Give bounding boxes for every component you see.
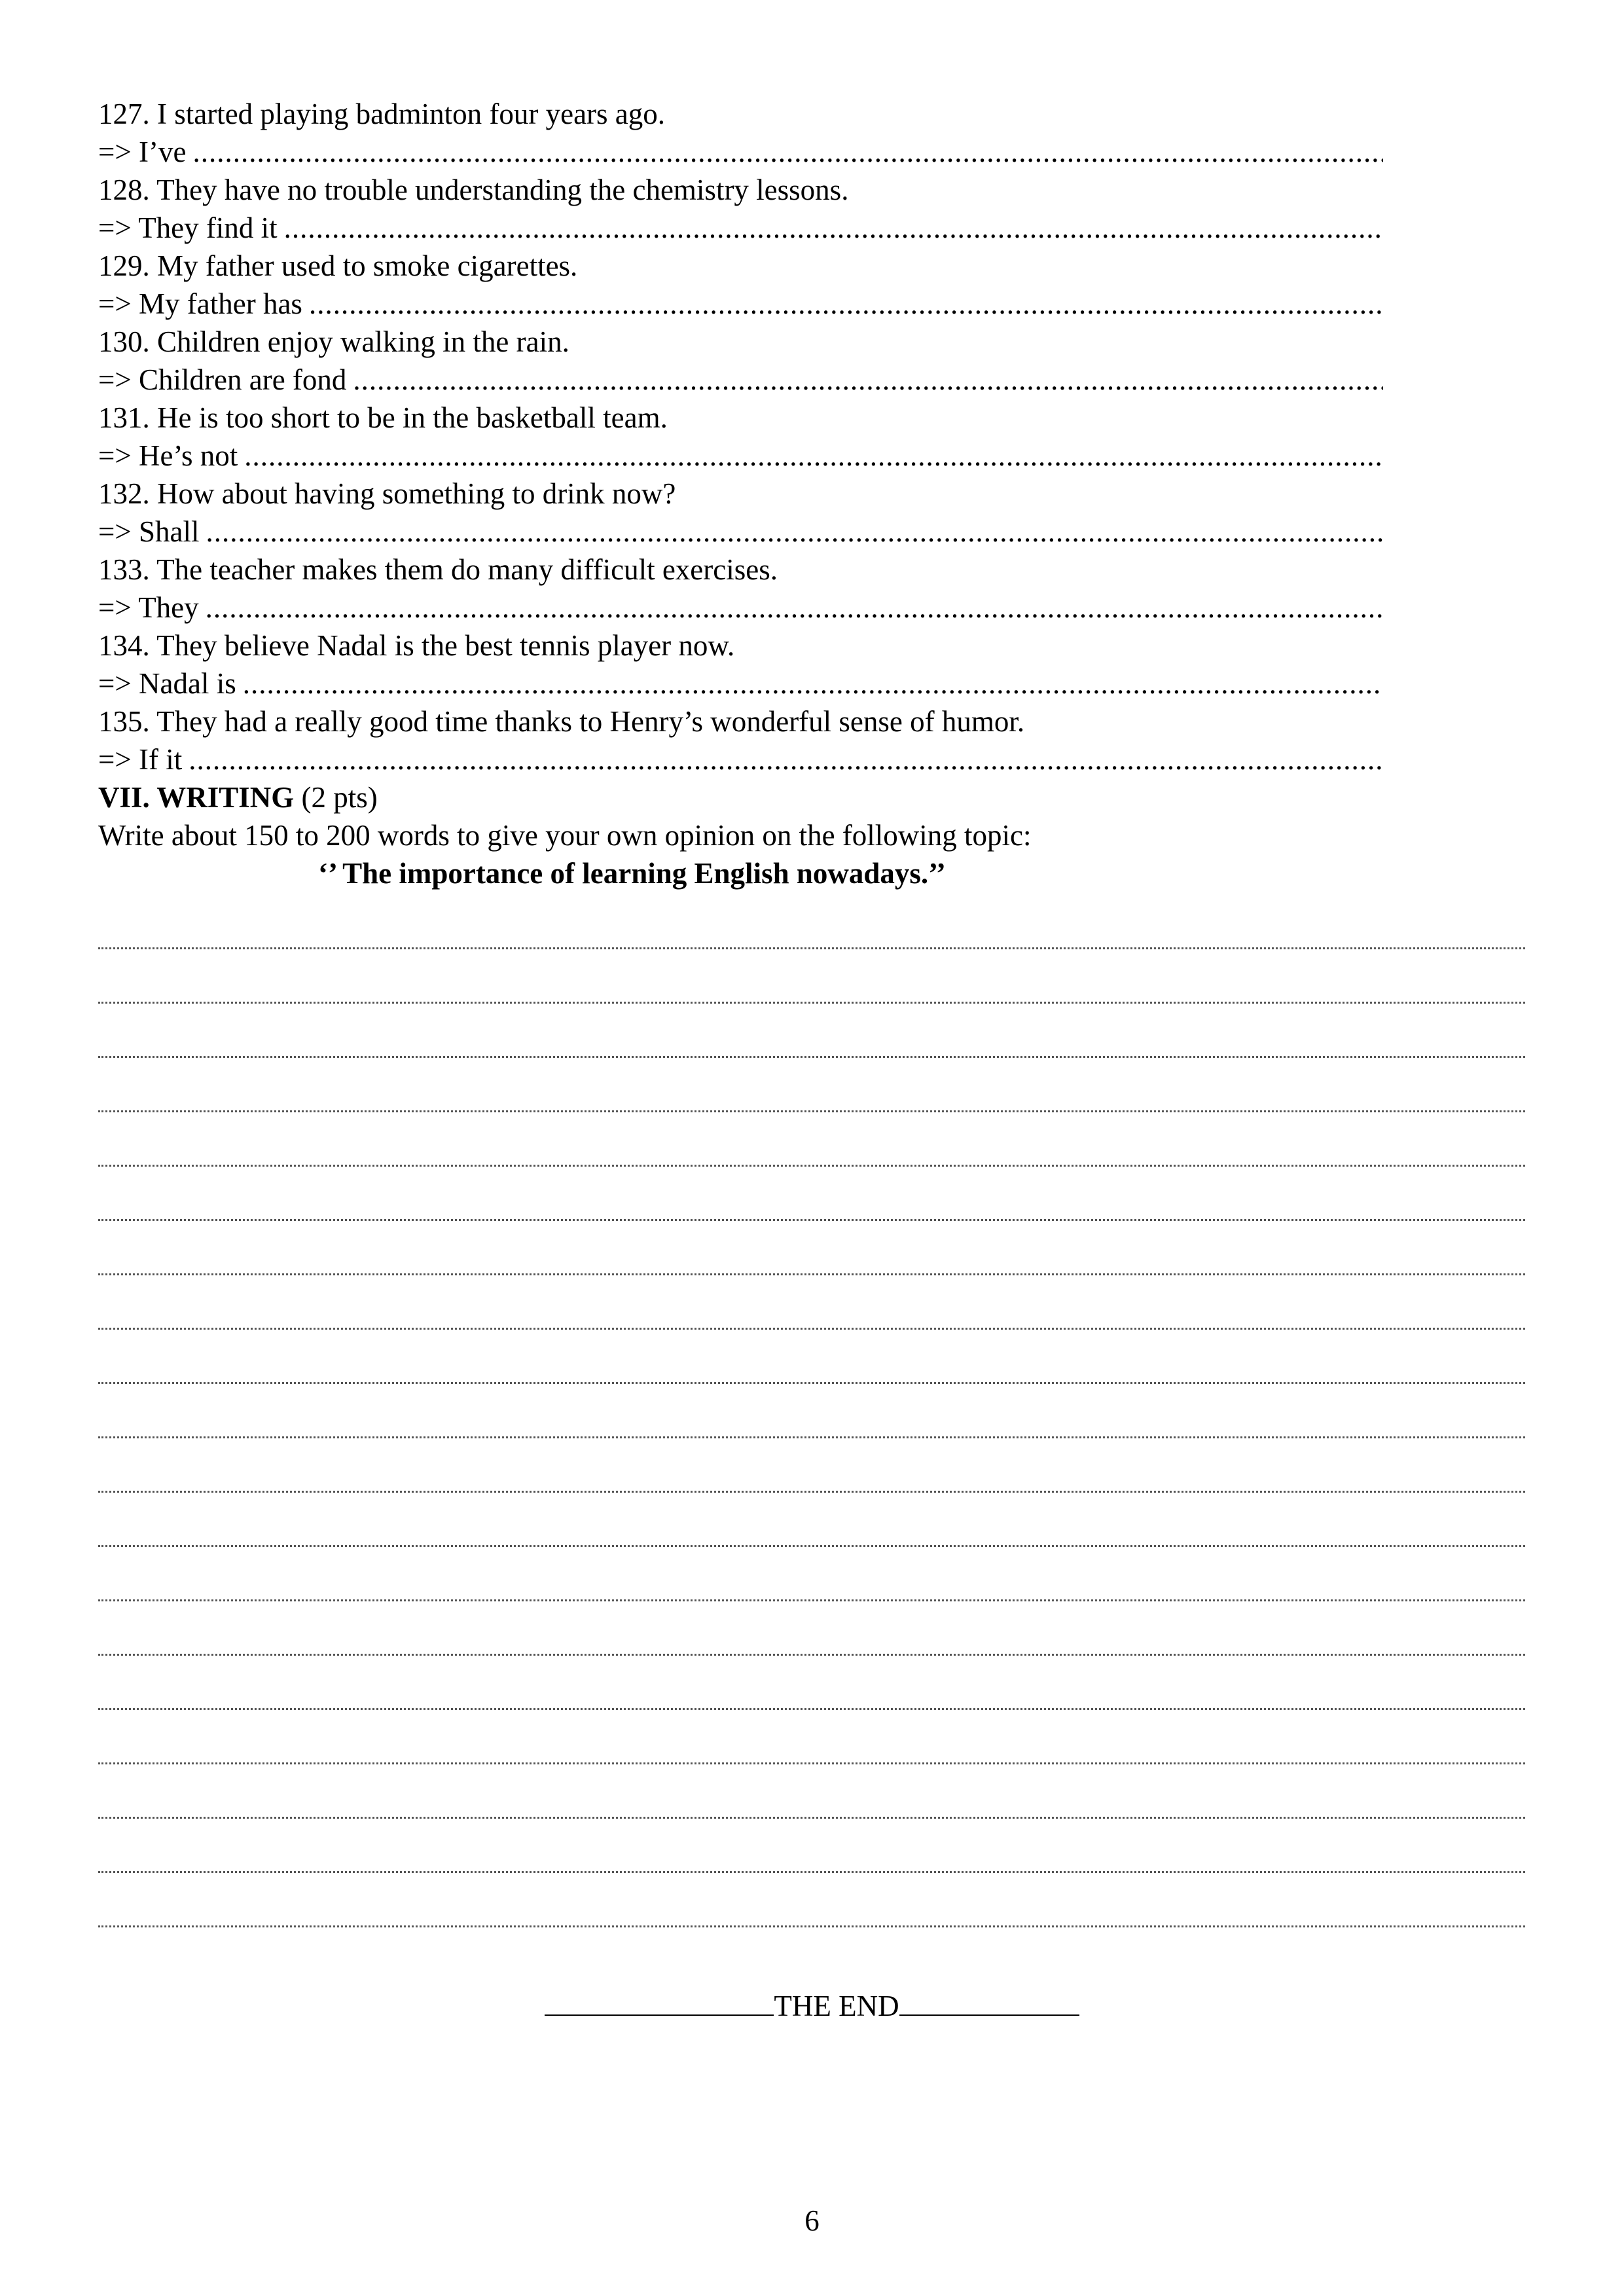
writing-instruction: Write about 150 to 200 words to give your own opinion on the following topic: <box>98 819 1032 852</box>
answer-line <box>98 133 1383 171</box>
section-points: (2 pts) <box>301 781 378 814</box>
dotted-rule <box>98 1925 1525 1927</box>
answer-line <box>98 361 1383 399</box>
section-title: VII. WRITING <box>98 781 295 814</box>
writing-line[interactable] <box>98 1013 1525 1067</box>
answer-prefix: => They find it <box>98 211 278 244</box>
answer-line <box>98 209 1383 247</box>
dotted-rule <box>98 1871 1525 1873</box>
writing-line[interactable] <box>98 1665 1525 1719</box>
answer-blank <box>189 740 1383 778</box>
exercise-item <box>98 323 1525 399</box>
exercise-item <box>98 551 1525 627</box>
answer-line <box>98 285 1383 323</box>
answer-prefix: => They <box>98 591 199 624</box>
writing-line[interactable] <box>98 958 1525 1013</box>
exercise-list <box>98 95 1525 778</box>
answer-blank <box>206 513 1383 551</box>
dotted-rule <box>98 947 1525 949</box>
exercise-question: 131. He is too short to be in the basketball team. <box>98 401 668 434</box>
writing-line[interactable] <box>98 1067 1525 1121</box>
exercise-question: 133. The teacher makes them do many difficult exercises. <box>98 553 778 586</box>
writing-section <box>98 778 1525 1937</box>
answer-blank <box>243 665 1383 702</box>
writing-line[interactable] <box>98 1230 1525 1285</box>
dotted-rule <box>98 1328 1525 1330</box>
exercise-question: 134. They believe Nadal is the best tennis player now. <box>98 629 735 662</box>
writing-line[interactable] <box>98 1774 1525 1828</box>
dotted-rule <box>98 1708 1525 1710</box>
answer-prefix: => If it <box>98 743 183 776</box>
dotted-rule <box>98 1219 1525 1221</box>
exercise-item <box>98 627 1525 702</box>
answer-prefix: => Children are fond <box>98 363 347 396</box>
answer-blank <box>244 437 1383 475</box>
writing-line[interactable] <box>98 1393 1525 1448</box>
end-rule-left <box>545 1988 774 2016</box>
exercise-question: 129. My father used to smoke cigarettes. <box>98 249 578 282</box>
page-number: 6 <box>804 2204 820 2237</box>
writing-line[interactable] <box>98 1828 1525 1882</box>
writing-topic: ‘’ The importance of learning English nowadays.’’ <box>318 857 946 890</box>
writing-line[interactable] <box>98 1176 1525 1230</box>
answer-prefix: => He’s not <box>98 439 238 472</box>
dotted-rule <box>98 1491 1525 1493</box>
exercise-item <box>98 475 1525 551</box>
dotted-rule <box>98 1599 1525 1601</box>
answer-line <box>98 589 1383 627</box>
writing-line[interactable] <box>98 1882 1525 1937</box>
exercise-question: 130. Children enjoy walking in the rain. <box>98 325 569 358</box>
answer-blank <box>284 209 1383 247</box>
exercise-item <box>98 399 1525 475</box>
exercise-item <box>98 171 1525 247</box>
exercise-item <box>98 702 1525 778</box>
dotted-rule <box>98 1436 1525 1438</box>
exercise-item <box>98 247 1525 323</box>
writing-line[interactable] <box>98 1556 1525 1611</box>
writing-line[interactable] <box>98 1285 1525 1339</box>
writing-line[interactable] <box>98 1339 1525 1393</box>
exercise-question: 127. I started playing badminton four years ago. <box>98 98 666 130</box>
answer-blank <box>309 285 1383 323</box>
dotted-rule <box>98 1762 1525 1764</box>
answer-line <box>98 437 1383 475</box>
dotted-rule <box>98 1165 1525 1167</box>
writing-line[interactable] <box>98 1719 1525 1774</box>
end-marker <box>0 1987 1624 2025</box>
dotted-rule <box>98 1110 1525 1112</box>
section-heading <box>98 778 1525 816</box>
writing-line[interactable] <box>98 1121 1525 1176</box>
exercise-question: 135. They had a really good time thanks to Henry’s wonderful sense of humor. <box>98 705 1025 738</box>
writing-line[interactable] <box>98 1502 1525 1556</box>
answer-line <box>98 513 1383 551</box>
answer-prefix: => I’ve <box>98 136 187 168</box>
answer-line <box>98 740 1383 778</box>
dotted-rule <box>98 1273 1525 1275</box>
worksheet-page <box>98 95 1525 1937</box>
end-rule-right <box>899 1988 1079 2016</box>
exercise-question: 128. They have no trouble understanding the chemistry lessons. <box>98 173 849 206</box>
answer-prefix: => Nadal is <box>98 667 236 700</box>
dotted-rule <box>98 1545 1525 1547</box>
writing-line[interactable] <box>98 1611 1525 1665</box>
exercise-question: 132. How about having something to drink now? <box>98 477 676 510</box>
answer-prefix: => Shall <box>98 515 200 548</box>
dotted-rule <box>98 1817 1525 1819</box>
dotted-rule <box>98 1654 1525 1656</box>
dotted-rule <box>98 1056 1525 1058</box>
dotted-rule <box>98 1382 1525 1384</box>
exercise-item <box>98 95 1525 171</box>
end-text: THE END <box>774 1990 899 2022</box>
answer-line <box>98 665 1383 702</box>
answer-blank <box>206 589 1383 627</box>
dotted-rule <box>98 1002 1525 1004</box>
answer-blank <box>192 133 1383 171</box>
writing-line[interactable] <box>98 904 1525 958</box>
answer-prefix: => My father has <box>98 287 302 320</box>
writing-line[interactable] <box>98 1448 1525 1502</box>
writing-area[interactable] <box>98 904 1525 1937</box>
answer-blank <box>353 361 1383 399</box>
